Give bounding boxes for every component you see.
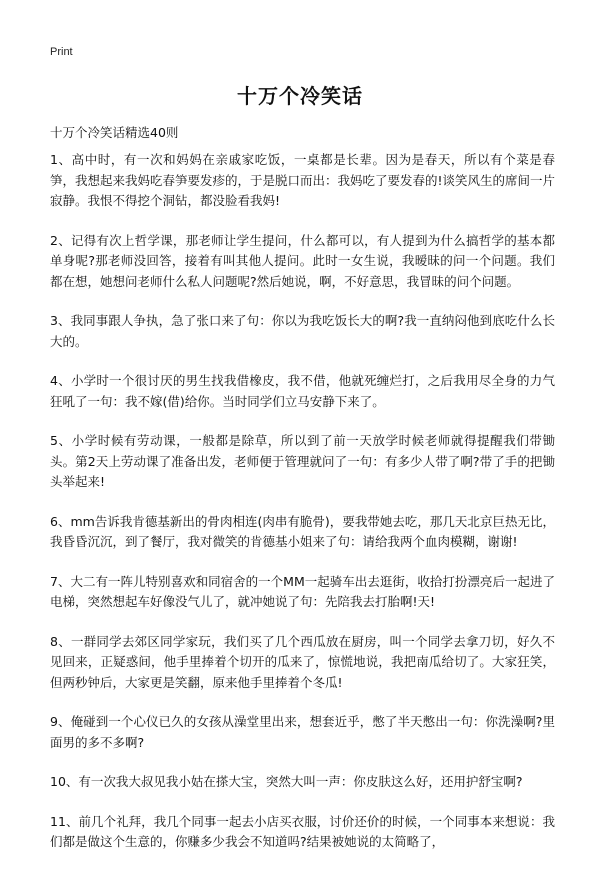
document-subtitle: 十万个冷笑话精选40则 [50,125,179,140]
joke-paragraph-7: 7、大二有一阵儿特别喜欢和同宿舍的一个MM一起骑车出去逛街，收拾打扮漂亮后一起进了电梯，突然想起车好像没气儿了，就冲她说了句：先陪我去打胎啊!天! [50,573,555,609]
joke-paragraph-10: 10、有一次我大叔见我小姑在搽大宝，突然大叫一声：你皮肤这么好，还用护舒宝啊? [50,774,523,789]
joke-paragraph-2: 2、记得有次上哲学课，那老师让学生提问，什么都可以，有人提到为什么搞哲学的基本都单身呢?那老师没回答，接着有叫其他人提问。此时一女生说，我暧昧的问一个问题。我们都在想，她想问老师什么私人问题呢?然后她说，啊，不好意思，我冒昧的问个问题。 [50,232,555,289]
print-link[interactable]: Print [50,46,73,58]
joke-paragraph-6: 6、mm告诉我肯德基新出的骨肉相连(肉串有脆骨)，要我带她去吃，那几天北京巨热无比，我昏昏沉沉，到了餐厅，我对微笑的肯德基小姐来了句：请给我两个血肉模糊，谢谢! [50,513,555,549]
joke-paragraph-4: 4、小学时一个很讨厌的男生找我借橡皮，我不借，他就死缠烂打，之后我用尽全身的力气狂吼了一句：我不嫁(借)给你。当时同学们立马安静下来了。 [50,373,555,409]
joke-paragraph-8: 8、一群同学去郊区同学家玩，我们买了几个西瓜放在厨房，叫一个同学去拿刀切，好久不见回来，正疑惑间，他手里捧着个切开的瓜来了，惊慌地说，我把南瓜给切了。大家狂笑，但两秒钟后，大家更是笑翻，原来他手里捧着个冬瓜! [50,633,555,690]
article-body [50,150,555,872]
page-title: 十万个冷笑话 [237,84,363,108]
joke-paragraph-5: 5、小学时候有劳动课，一般都是除草，所以到了前一天放学时候老师就得提醒我们带锄头。第2天上劳动课了准备出发，老师便于管理就问了一句：有多少人带了啊?带了手的把锄头举起来! [50,433,555,489]
joke-paragraph-3: 3、我同事跟人争执，急了张口来了句：你以为我吃饭长大的啊?我一直纳闷他到底吃什么长大的。 [50,313,555,349]
joke-paragraph-9: 9、俺碰到一个心仪已久的女孩从澡堂里出来，想套近乎，憋了半天憋出一句：你洗澡啊?里面男的多不多啊? [50,714,555,750]
joke-paragraph-1: 1、高中时，有一次和妈妈在亲戚家吃饭，一桌都是长辈。因为是春天，所以有个菜是春笋，我想起来我妈吃春笋要发疹的，于是脱口而出：我妈吃了要发春的!谈笑风生的席间一片寂静。我恨不得挖个洞钻，都没脸看我妈! [50,152,556,208]
joke-paragraph-11: 11、前几个礼拜，我几个同事一起去小店买衣服，讨价还价的时候，一个同事本来想说：我们都是做这个生意的，你赚多少我会不知道吗?结果被她说的太简略了， [50,813,555,849]
